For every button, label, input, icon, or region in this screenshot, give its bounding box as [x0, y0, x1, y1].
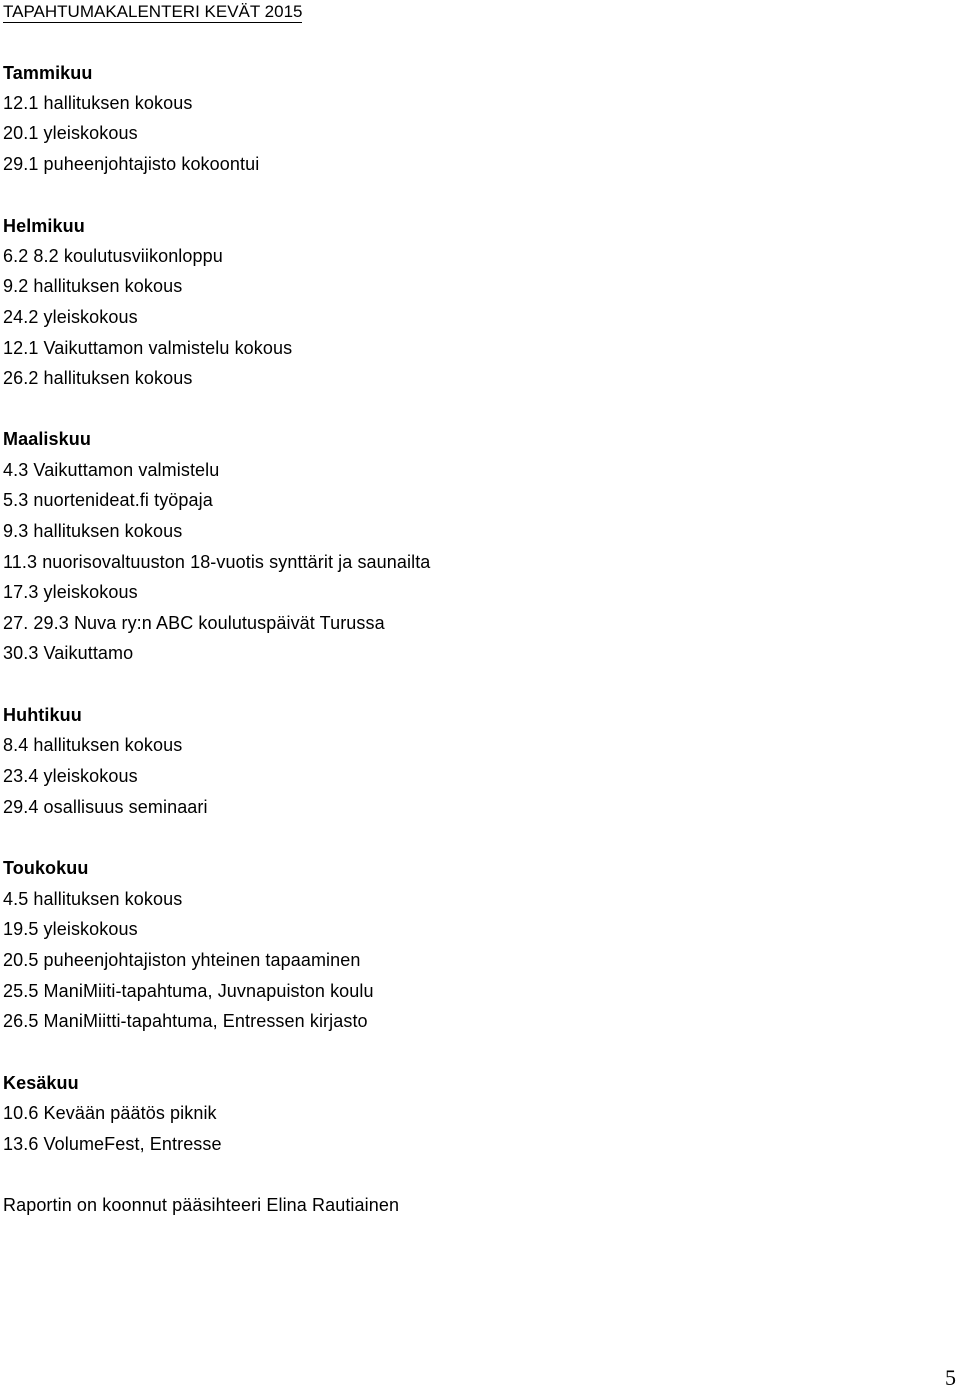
event-item: 4.3 Vaikuttamon valmistelu [3, 460, 220, 480]
event-item: 12.1 hallituksen kokous [3, 93, 193, 113]
event-item: 20.1 yleiskokous [3, 123, 138, 143]
event-item: 20.5 puheenjohtajiston yhteinen tapaaminen [3, 950, 361, 970]
event-item: 8.4 hallituksen kokous [3, 735, 183, 755]
event-item: 13.6 VolumeFest, Entresse [3, 1134, 222, 1154]
event-item: 26.2 hallituksen kokous [3, 368, 193, 388]
month-heading-huhtikuu: Huhtikuu [3, 705, 82, 725]
report-author-note: Raportin on koonnut pääsihteeri Elina Rautiainen [3, 1195, 400, 1215]
month-heading-kesakuu: Kesäkuu [3, 1073, 79, 1093]
page-title: TAPAHTUMAKALENTERI KEVÄT 2015 [3, 2, 303, 21]
event-item: 29.4 osallisuus seminaari [3, 797, 208, 817]
event-item: 25.5 ManiMiiti-tapahtuma, Juvnapuiston koulu [3, 981, 374, 1001]
event-item: 30.3 Vaikuttamo [3, 643, 134, 663]
event-item: 23.4 yleiskokous [3, 766, 138, 786]
event-item: 11.3 nuorisovaltuuston 18-vuotis synttärit ja saunailta [3, 552, 431, 572]
event-item: 12.1 Vaikuttamon valmistelu kokous [3, 338, 293, 358]
event-item: 27. 29.3 Nuva ry:n ABC koulutuspäivät Turussa [3, 613, 385, 633]
month-heading-maaliskuu: Maaliskuu [3, 429, 91, 449]
month-heading-helmikuu: Helmikuu [3, 216, 85, 236]
event-item: 4.5 hallituksen kokous [3, 889, 183, 909]
page-number: 5 [945, 1365, 956, 1390]
event-item: 9.2 hallituksen kokous [3, 276, 183, 296]
event-item: 29.1 puheenjohtajisto kokoontui [3, 154, 260, 174]
event-item: 5.3 nuortenideat.fi työpaja [3, 490, 213, 510]
event-item: 17.3 yleiskokous [3, 582, 138, 602]
month-heading-toukokuu: Toukokuu [3, 858, 89, 878]
event-item: 19.5 yleiskokous [3, 919, 138, 939]
event-item: 26.5 ManiMiitti-tapahtuma, Entressen kirjasto [3, 1011, 368, 1031]
event-item: 24.2 yleiskokous [3, 307, 138, 327]
event-item: 9.3 hallituksen kokous [3, 521, 183, 541]
event-item: 6.2 8.2 koulutusviikonloppu [3, 246, 223, 266]
month-heading-tammikuu: Tammikuu [3, 63, 93, 83]
event-item: 10.6 Kevään päätös piknik [3, 1103, 217, 1123]
